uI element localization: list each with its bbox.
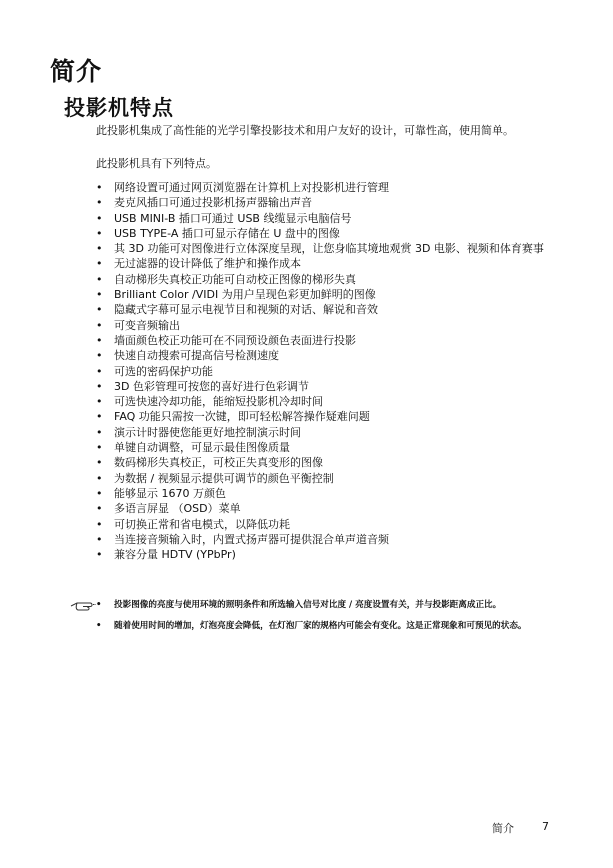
feature-item: • USB TYPE-A 插口可显示存储在 U 盘中的图像 bbox=[96, 226, 546, 241]
section-heading: 投影机特点 bbox=[64, 96, 174, 120]
note-item: • 投影图像的亮度与使用环境的照明条件和所选输入信号对比度 / 亮度设置有关，并与投影距离成正比。 bbox=[96, 599, 546, 612]
feature-item: • 网络设置可通过网页浏览器在计算机上对投影机进行管理 bbox=[96, 180, 546, 195]
feature-item: • 多语言屏显 （OSD）菜单 bbox=[96, 501, 546, 516]
feature-item: • 3D 色彩管理可按您的喜好进行色彩调节 bbox=[96, 379, 546, 394]
feature-item: • 单键自动调整，可显示最佳图像质量 bbox=[96, 440, 546, 455]
feature-item: • 演示计时器使您能更好地控制演示时间 bbox=[96, 425, 546, 440]
feature-item: • FAQ 功能只需按一次键，即可轻松解答操作疑难问题 bbox=[96, 409, 546, 424]
note-hand-icon bbox=[70, 597, 98, 613]
feature-item: • 隐藏式字幕可显示电视节目和视频的对话、解说和音效 bbox=[96, 302, 546, 317]
note-item: • 随着使用时间的增加，灯泡亮度会降低，在灯泡厂家的规格内可能会有变化。这是正常现象和可预见的状态。 bbox=[96, 620, 546, 633]
feature-item: • 能够显示 1670 万颜色 bbox=[96, 486, 546, 501]
feature-item: • 当连接音频输入时，内置式扬声器可提供混合单声道音频 bbox=[96, 532, 546, 547]
feature-item: • Brilliant Color /VIDI 为用户呈现色彩更加鲜明的图像 bbox=[96, 287, 546, 302]
feature-list bbox=[96, 180, 546, 562]
note-list bbox=[96, 599, 546, 641]
feature-item: • 麦克风插口可通过投影机扬声器输出声音 bbox=[96, 195, 546, 210]
page-heading: 简介 bbox=[50, 57, 103, 86]
features-lead: 此投影机具有下列特点。 bbox=[96, 157, 217, 170]
feature-item: • USB MINI-B 插口可通过 USB 线缆显示电脑信号 bbox=[96, 211, 546, 226]
feature-item: • 可切换正常和省电模式，以降低功耗 bbox=[96, 517, 546, 532]
footer-page-number: 7 bbox=[542, 820, 549, 833]
intro-paragraph: 此投影机集成了高性能的光学引擎投影技术和用户友好的设计，可靠性高，使用简单。 bbox=[96, 124, 514, 137]
feature-item: • 数码梯形失真校正，可校正失真变形的图像 bbox=[96, 455, 546, 470]
feature-item: • 无过滤器的设计降低了维护和操作成本 bbox=[96, 256, 546, 271]
footer-section-title: 简介 bbox=[492, 822, 514, 835]
feature-item: • 自动梯形失真校正功能可自动校正图像的梯形失真 bbox=[96, 272, 546, 287]
feature-item: • 可选的密码保护功能 bbox=[96, 364, 546, 379]
feature-item: • 可选快速冷却功能，能缩短投影机冷却时间 bbox=[96, 394, 546, 409]
feature-item: • 兼容分量 HDTV (YPbPr) bbox=[96, 547, 546, 562]
feature-item: • 快速自动搜索可提高信号检测速度 bbox=[96, 348, 546, 363]
feature-item: • 为数据 / 视频显示提供可调节的颜色平衡控制 bbox=[96, 471, 546, 486]
feature-item: • 其 3D 功能可对图像进行立体深度呈现，让您身临其境地观赏 3D 电影、视频和体育赛事 bbox=[96, 241, 546, 256]
feature-item: • 墙面颜色校正功能可在不同预设颜色表面进行投影 bbox=[96, 333, 546, 348]
feature-item: • 可变音频输出 bbox=[96, 318, 546, 333]
